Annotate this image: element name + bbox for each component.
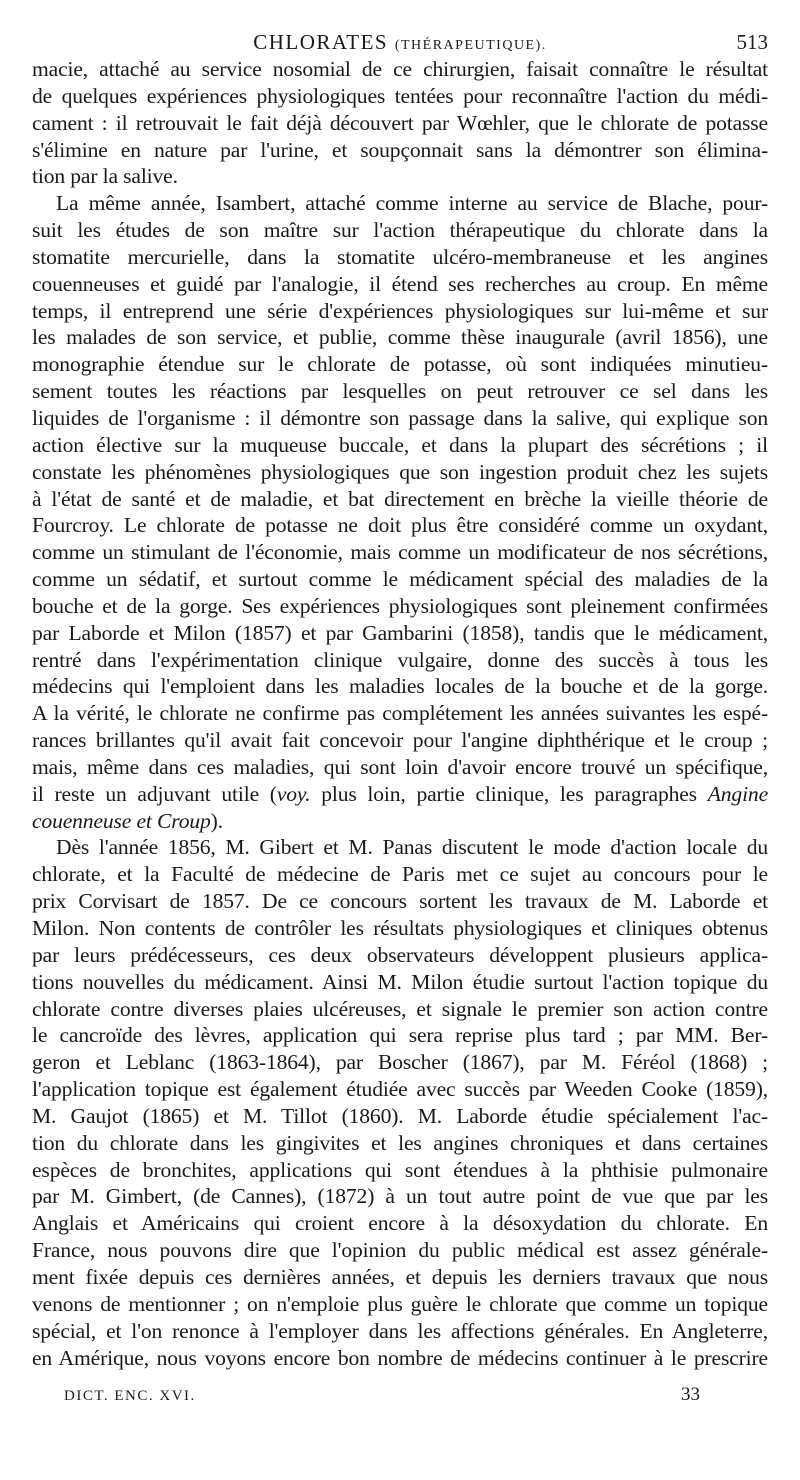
text-line: stomatite mercurielle, dans la stomatite ulcéro-membraneuse et les angines: [32, 244, 768, 269]
running-head: [32, 24, 768, 56]
text-line: par leurs prédécesseurs, ces deux observateurs développent plusieurs applica-: [32, 942, 768, 967]
text-run: plus loin, partie clinique, les paragraphes: [310, 781, 708, 806]
text-line: s'élimine en nature par l'urine, et soupçonnait sans la démontrer son élimina-: [32, 137, 768, 162]
text-run: ).: [210, 808, 223, 833]
text-line: couenneuses et guidé par l'analogie, il étend ses recherches au croup. En même: [32, 271, 768, 296]
text-line: de quelques expériences physiologiques tentées pour reconnaître l'action du médi-: [32, 83, 768, 108]
text-line: A la vérité, le chlorate ne confirme pas complétement les années suivantes les espé-: [32, 701, 768, 726]
text-line: sement toutes les réactions par lesquelles on peut retrouver ce sel dans les: [32, 379, 768, 404]
text-line: tion du chlorate dans les gingivites et les angines chroniques et dans certaines: [32, 1130, 768, 1155]
running-title-subtitle: (THÉRAPEUTIQUE).: [394, 38, 547, 53]
text-line: mais, même dans ces maladies, qui sont loin d'avoir encore trouvé un spécifique,: [32, 754, 768, 779]
text-line: rentré dans l'expérimentation clinique vulgaire, donne des succès à tous les: [32, 647, 768, 672]
book-page: [32, 24, 768, 1371]
text-line: comme un stimulant de l'économie, mais comme un modificateur de nos sécrétions,: [32, 540, 768, 565]
text-line: chlorate contre diverses plaies ulcéreuses, et signale le premier son action contre: [32, 996, 768, 1021]
text-run: il reste un adjuvant utile (: [32, 781, 277, 806]
text-line: le cancroïde des lèvres, application qui sera reprise plus tard ; par MM. Ber-: [32, 1023, 768, 1048]
text-line: ment fixée depuis ces dernières années, et depuis les derniers travaux que nous: [32, 1264, 768, 1289]
text-line: médecins qui l'emploient dans les maladies locales de la bouche et de la gorge.: [32, 674, 768, 699]
signature-number: 33: [681, 1384, 700, 1405]
italic-run: couenneuse et Croup: [32, 808, 211, 833]
text-line: tion par la salive.: [32, 164, 178, 189]
text-line: les malades de son service, et publie, comme thèse inaugurale (avril 1856), une: [32, 325, 768, 350]
text-line: Milon. Non contents de contrôler les résultats physiologiques et cliniques obtenus: [32, 916, 768, 940]
text-line: action élective sur la muqueuse buccale, et dans la plupart des sécrétions ; il: [32, 432, 768, 457]
text-line: M. Gaujot (1865) et M. Tillot (1860). M. Laborde étudie spécialement l'ac-: [32, 1103, 768, 1128]
text-line: Anglais et Américains qui croient encore à la désoxydation du chlorate. En: [32, 1211, 768, 1236]
text-line: à l'état de santé et de maladie, et bat directement en brèche la vieille théorie de: [32, 486, 768, 511]
text-line: espèces de bronchites, applications qui sont étendues à la phthisie pulmonaire: [32, 1157, 768, 1182]
text-line: [32, 808, 768, 835]
text-line: macie, attaché au service nosomial de ce chirurgien, faisait connaître le résultat: [32, 57, 768, 81]
text-line: en Amérique, nous voyons encore bon nombre de médecins continuer à le prescrire: [32, 1345, 768, 1370]
text-line: La même année, Isambert, attaché comme interne au service de Blache, pour-: [56, 191, 768, 216]
italic-run: Angine: [707, 781, 768, 806]
text-line: prix Corvisart de 1857. De ce concours sortent les travaux de M. Laborde et: [32, 889, 768, 914]
text-line: l'application topique est également étudiée avec succès par Weeden Cooke (1859),: [32, 1077, 768, 1102]
text-line: France, nous pouvons dire que l'opinion du public médical est assez générale-: [32, 1238, 768, 1263]
text-line: geron et Leblanc (1863-1864), par Boscher (1867), par M. Féréol (1868) ;: [32, 1050, 768, 1075]
text-line: bouche et de la gorge. Ses expériences physiologiques sont pleinement confirmées: [32, 593, 768, 618]
text-line: monographie étendue sur le chlorate de potasse, où sont indiquées minutieu-: [32, 352, 768, 377]
text-line: par Laborde et Milon (1857) et par Gambarini (1858), tandis que le médicament,: [32, 620, 768, 645]
text-line: rances brillantes qu'il avait fait concevoir pour l'angine diphthérique et le croup ;: [32, 728, 768, 753]
text-line: cament : il retrouvait le fait déjà découvert par Wœhler, que le chlorate de potasse: [32, 110, 768, 135]
text-line: Dès l'année 1856, M. Gibert et M. Panas discutent le mode d'action locale du: [56, 835, 768, 860]
text-line: liquides de l'organisme : il démontre son passage dans la salive, qui explique son: [32, 405, 768, 430]
text-line: Fourcroy. Le chlorate de potasse ne doit plus être considéré comme un oxydant,: [32, 513, 768, 538]
text-line: constate les phénomènes physiologiques que son ingestion produit chez les sujets: [32, 459, 768, 484]
signature-label: DICT. ENC. XVI.: [64, 1388, 196, 1404]
text-line: spécial, et l'on renonce à l'employer dans les affections générales. En Angleterre,: [32, 1318, 768, 1343]
text-line: suit les études de son maître sur l'action thérapeutique du chlorate dans la: [32, 218, 768, 243]
text-line: [32, 781, 768, 808]
text-line: temps, il entreprend une série d'expériences physiologiques sur lui-même et sur: [32, 298, 768, 323]
running-title-main: CHLORATES: [253, 30, 389, 54]
italic-run: voy.: [276, 781, 311, 806]
body-text: [32, 56, 768, 1371]
text-line: chlorate, et la Faculté de médecine de Paris met ce sujet au concours pour le: [32, 862, 768, 887]
running-title: [32, 30, 768, 55]
signature-footer: [64, 1384, 700, 1412]
text-line: tions nouvelles du médicament. Ainsi M. Milon étudie surtout l'action topique du: [32, 969, 768, 994]
text-line: comme un sédatif, et surtout comme le médicament spécial des maladies de la: [32, 567, 768, 592]
text-line: venons de mentionner ; on n'emploie plus guère le chlorate que comme un topique: [32, 1291, 768, 1316]
text-line: par M. Gimbert, (de Cannes), (1872) à un tout autre point de vue que par les: [32, 1184, 768, 1209]
page-number: 513: [736, 30, 768, 54]
